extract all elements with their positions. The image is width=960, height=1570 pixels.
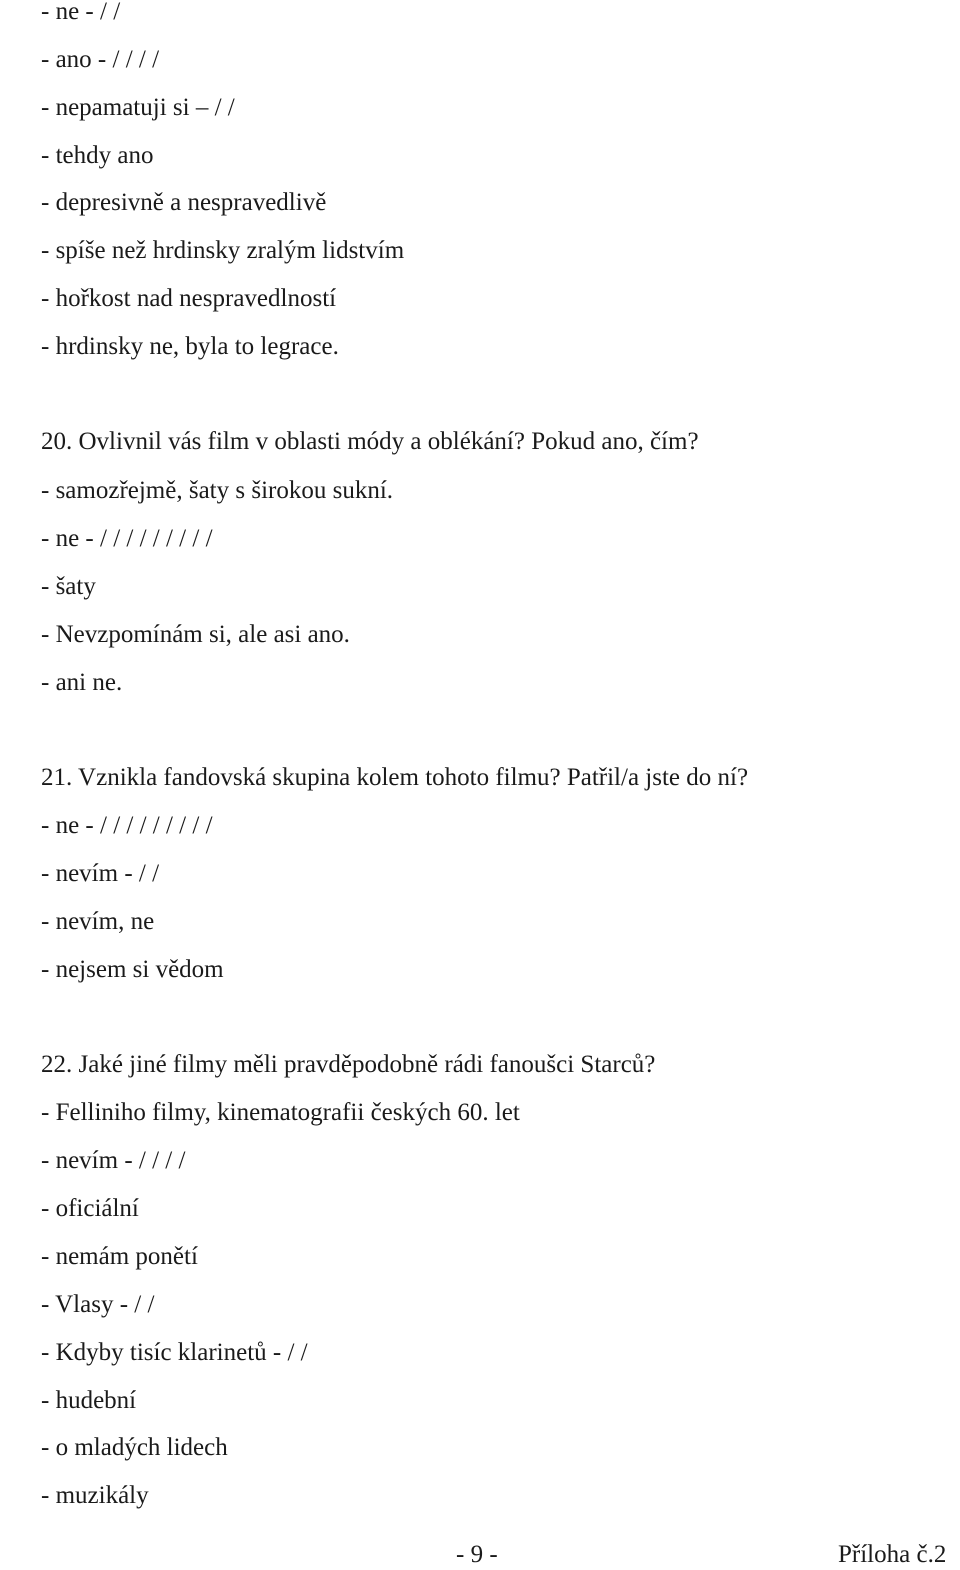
answer-line: - ani ne. [41, 669, 123, 696]
answer-line: - Vlasy - / / [41, 1291, 155, 1318]
answer-line: - muzikály [41, 1482, 149, 1509]
answer-line: - ne - / / / / / / / / / [41, 525, 213, 552]
answer-line: - hudební [41, 1387, 137, 1414]
answer-line: - ano - / / / / [41, 46, 160, 73]
answer-line: - oficiální [41, 1195, 139, 1222]
answer-line: - Nevzpomínám si, ale asi ano. [41, 621, 350, 648]
answer-line: - nevím - / / / / [41, 1147, 186, 1174]
answer-line: - samozřejmě, šaty s širokou sukní. [41, 477, 394, 504]
answer-line: - ne - / / [41, 0, 121, 25]
answer-line: - ne - / / / / / / / / / [41, 812, 213, 839]
answer-line: - hrdinsky ne, byla to legrace. [41, 333, 339, 360]
answer-line: - nevím, ne [41, 908, 155, 935]
question-22: 22. Jaké jiné filmy měli pravděpodobně rádi fanoušci Starců? [41, 1051, 656, 1078]
page-number: - 9 - [456, 1541, 498, 1568]
answer-line: - nevím - / / [41, 860, 160, 887]
answer-line: - tehdy ano [41, 142, 154, 169]
question-20: 20. Ovlivnil vás film v oblasti módy a oblékání? Pokud ano, čím? [41, 428, 699, 455]
answer-line: - depresivně a nespravedlivě [41, 189, 327, 216]
answer-line: - nepamatuji si – / / [41, 94, 235, 121]
answer-line: - Felliniho filmy, kinematografii českých 60. let [41, 1099, 520, 1126]
annex-label: Příloha č.2 [838, 1541, 947, 1568]
answer-line: - o mladých lidech [41, 1434, 228, 1461]
answer-line: - spíše než hrdinsky zralým lidstvím [41, 237, 405, 264]
answer-line: - nejsem si vědom [41, 956, 224, 983]
answer-line: - hořkost nad nespravedlností [41, 285, 337, 312]
answer-line: - šaty [41, 573, 96, 600]
answer-line: - nemám ponětí [41, 1243, 198, 1270]
answer-line: - Kdyby tisíc klarinetů - / / [41, 1339, 308, 1366]
question-21: 21. Vznikla fandovská skupina kolem tohoto filmu? Patřil/a jste do ní? [41, 764, 749, 791]
